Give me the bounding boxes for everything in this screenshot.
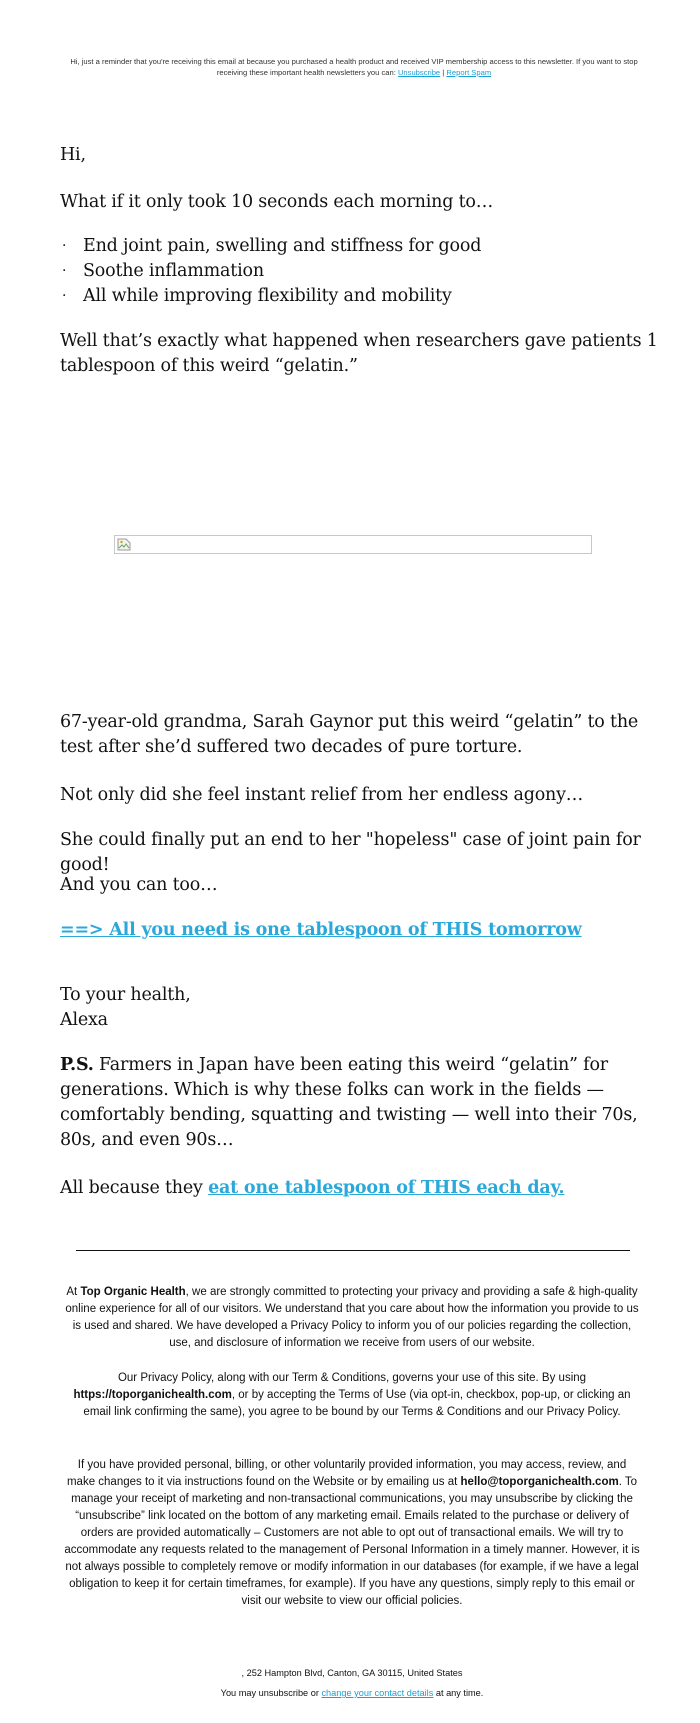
research-text: Well that’s exactly what happened when researchers gave patients 1 tablespoon of this weird “gelatin.” <box>60 331 658 376</box>
contact-email: hello@toporganichealth.com <box>460 1476 619 1488</box>
legal-text: If you have provided personal, billing, or other voluntarily provided information, you may access, review, and make changes to it via instructions found on the Website or by emailing us at <box>66 1459 627 1488</box>
list-item <box>60 234 620 259</box>
finally-text: She could finally put an end to her "hopeless" case of joint pain for good! <box>60 830 641 875</box>
footer-divider <box>76 1250 630 1251</box>
unsubscribe-line <box>64 1687 640 1700</box>
legal-text: , or by accepting the Terms of Use (via opt-in, checkbox, pop-up, or clicking an email link confirming the same), you agree to be bound by our Terms & Conditions and our Privacy Policy. <box>83 1389 631 1418</box>
privacy-paragraph-3 <box>64 1457 640 1610</box>
final-cta-link[interactable]: eat one tablespoon of THIS each day. <box>208 1178 565 1198</box>
ps-text: Farmers in Japan have been eating this weird “gelatin” for generations. Which is why these folks can work in the fields — comfortably bending, squatting and twisting — well into their 70s, 80s, and even 90s… <box>60 1055 638 1150</box>
benefit-list <box>60 234 620 309</box>
legal-text: At <box>66 1286 81 1298</box>
relief-text: Not only did she feel instant relief from her endless agony… <box>60 785 584 805</box>
privacy-paragraph-1 <box>64 1284 640 1352</box>
notice-separator: | <box>442 68 445 77</box>
story-text: 67-year-old grandma, Sarah Gaynor put this weird “gelatin” to the test after she’d suffered two decades of pure torture. <box>60 712 639 757</box>
list-item-text: End joint pain, swelling and stiffness for good <box>83 236 482 256</box>
sender-name: Alexa <box>60 1010 108 1030</box>
site-url: https://toporganichealth.com <box>73 1389 232 1401</box>
brand-name: Top Organic Health <box>80 1286 186 1298</box>
final-text: All because they <box>60 1178 209 1198</box>
list-item <box>60 284 620 309</box>
signoff: To your health, <box>60 985 191 1005</box>
ps-label: P.S. <box>60 1055 94 1075</box>
final-paragraph <box>60 1176 660 1201</box>
subscription-notice <box>58 56 650 78</box>
hero-image[interactable] <box>114 535 592 554</box>
list-item-text: All while improving flexibility and mobility <box>83 286 452 306</box>
you-too-text: And you can too… <box>60 875 218 895</box>
list-item <box>60 259 620 284</box>
bullet-icon: · <box>62 238 67 254</box>
report-spam-link[interactable]: Report Spam <box>446 68 492 77</box>
legal-text: . To manage your receipt of marketing and non-transactional communications, you may unsubscribe by clicking the “unsubscribe” link located on the bottom of any marketing email. Emails related to the purchase or delivery of orders are provided automatically – Customers are not able to opt out of transactional emails. We will try to accommodate any requests related to the management of Personal Information in a timely manner. However, it is not always possible to completely remove or modify information in our databases (for example, if we have a legal obligation to keep it for certain timeframes, for example). If you have any questions, simply reply to this email or visit our website to view our official policies. <box>64 1476 640 1607</box>
intro-text: What if it only took 10 seconds each morning to… <box>60 192 494 212</box>
broken-image-icon <box>117 538 131 551</box>
legal-text: Our Privacy Policy, along with our Term & Conditions, governs your use of this site. By using <box>117 1372 587 1384</box>
bullet-icon: · <box>62 288 67 304</box>
change-contact-link[interactable]: change your contact details <box>321 1688 434 1698</box>
mailing-address: , 252 Hampton Blvd, Canton, GA 30115, United States <box>241 1668 463 1678</box>
ps-paragraph <box>60 1053 660 1153</box>
greeting: Hi, <box>60 145 86 165</box>
legal-text: at any time. <box>433 1688 484 1698</box>
list-item-text: Soothe inflammation <box>83 261 264 281</box>
cta-link[interactable]: ==> All you need is one tablespoon of THIS tomorrow <box>60 920 582 940</box>
cta-paragraph <box>60 918 660 943</box>
unsubscribe-link[interactable]: Unsubscribe <box>397 68 441 77</box>
legal-text: , we are strongly committed to protecting your privacy and providing a safe & high-quality online experience for all of our visitors. We understand that you care about how the information you provide to us is used and shared. We have developed a Privacy Policy to inform you of our policies regarding the collection, use, and disclosure of information we receive from users of our website. <box>65 1286 639 1349</box>
bullet-icon: · <box>62 263 67 279</box>
privacy-paragraph-2 <box>64 1370 640 1421</box>
notice-text: Hi, just a reminder that you're receiving this email at because you purchased a health product and received VIP membership access to this newsletter. If you want to stop receiving these important health newsletters you can: <box>70 57 638 77</box>
legal-text: You may unsubscribe or <box>220 1688 322 1698</box>
